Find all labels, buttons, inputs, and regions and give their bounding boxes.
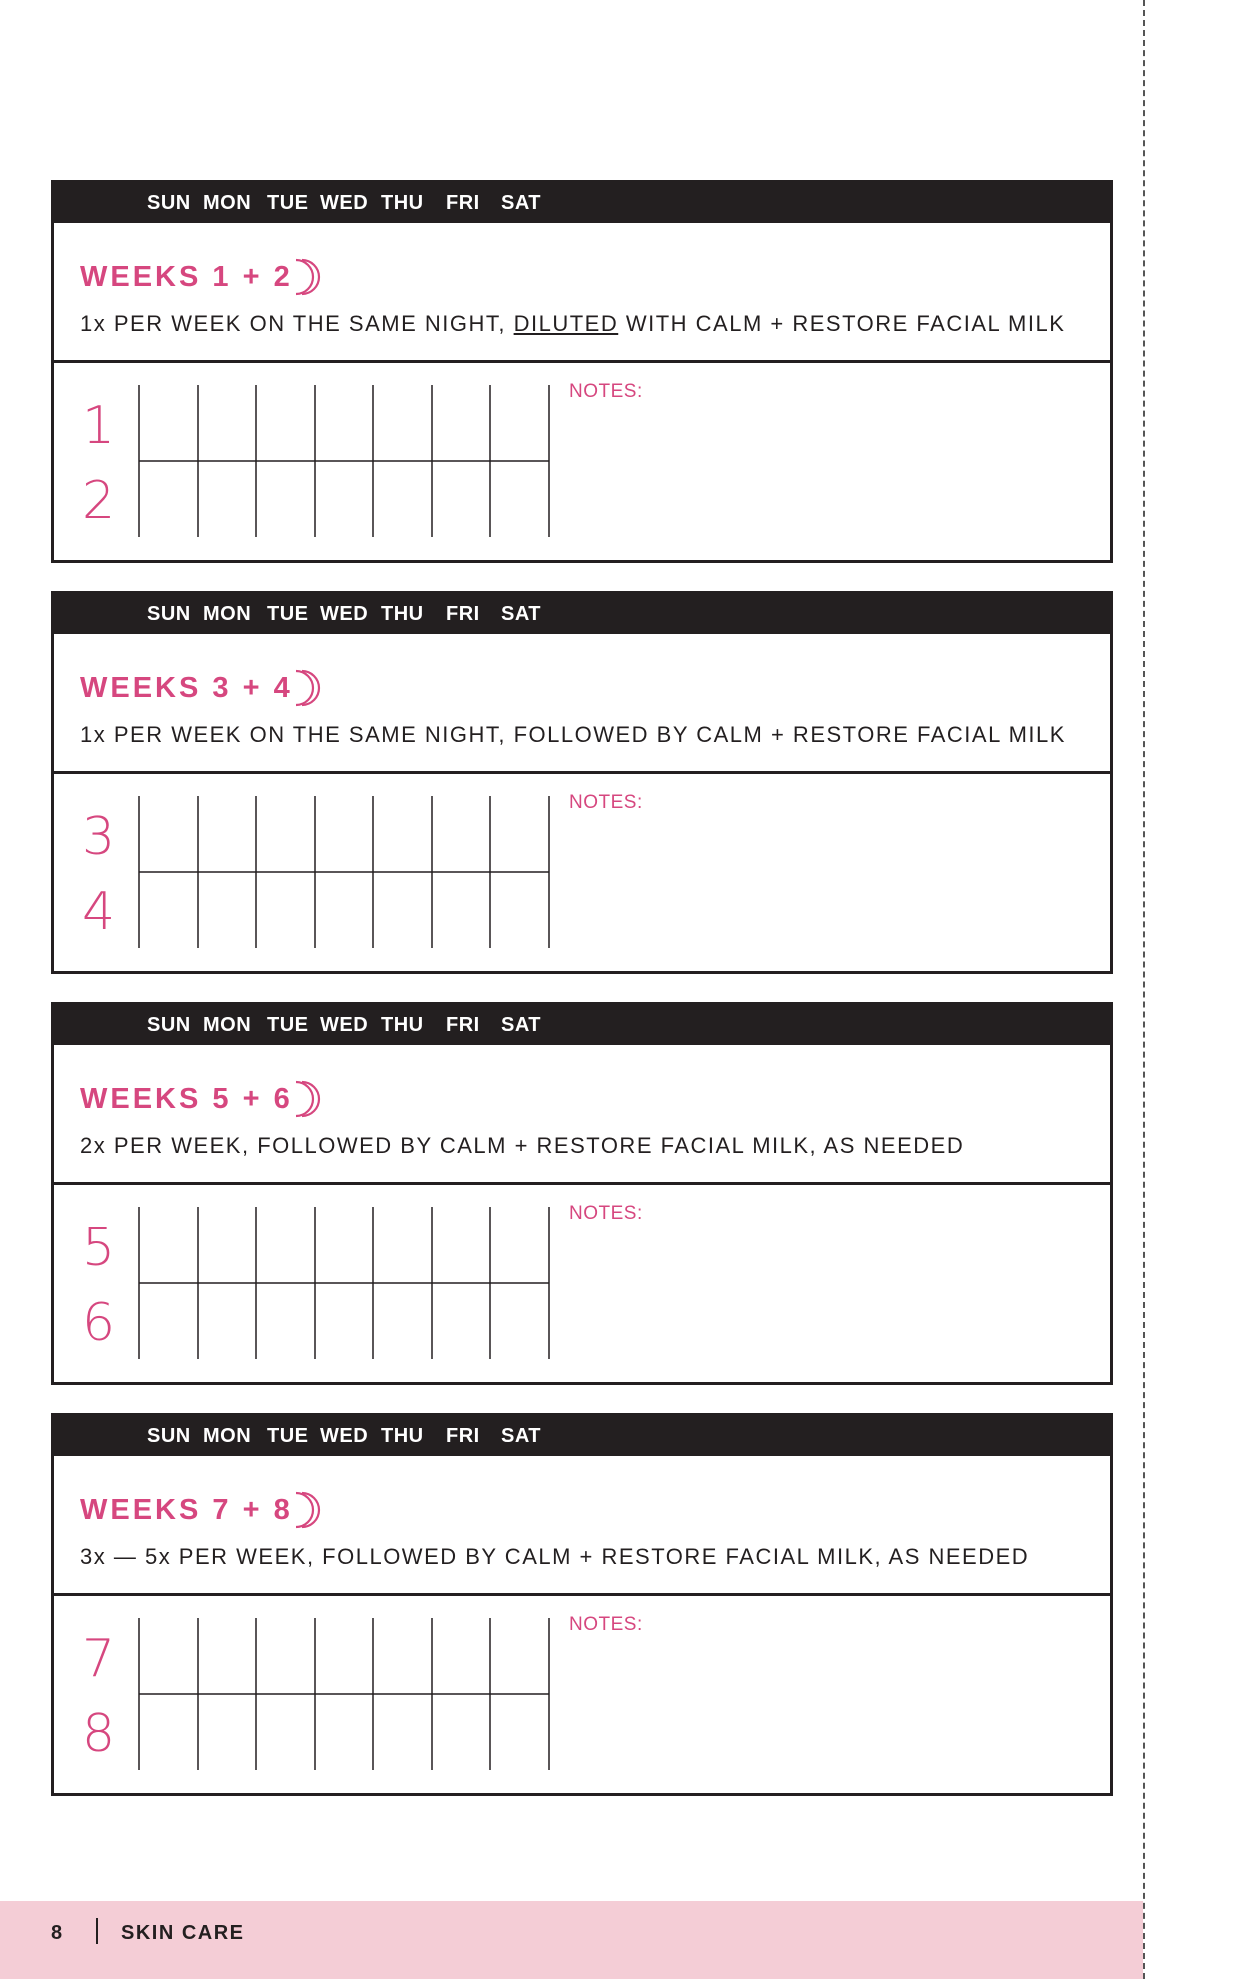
week-number-a: 5 <box>82 1218 116 1278</box>
footer-divider <box>96 1918 98 1944</box>
day-header-bar <box>54 594 1110 634</box>
instruction-text-end: WITH CALM + RESTORE FACIAL MILK <box>618 311 1066 336</box>
tracker-area <box>54 1596 1110 1793</box>
crescent-moon-icon <box>294 1490 330 1530</box>
notes-label: NOTES: <box>569 792 643 813</box>
instruction-text: 3x — 5x PER WEEK, FOLLOWED BY CALM + RESTORE FACIAL MILK, AS NEEDED <box>80 1544 1030 1569</box>
day-label-sun: SUN <box>147 192 191 214</box>
notes-label: NOTES: <box>569 1614 643 1635</box>
day-label-wed: WED <box>320 603 369 625</box>
week-number-a: 1 <box>82 396 116 456</box>
week-instruction <box>80 1133 964 1159</box>
crescent-moon-icon <box>294 668 330 708</box>
day-label-fri: FRI <box>446 192 480 214</box>
day-header-bar <box>54 1005 1110 1045</box>
day-label-fri: FRI <box>446 603 480 625</box>
day-label-sat: SAT <box>501 603 542 625</box>
instruction-text: 2x PER WEEK, FOLLOWED BY CALM + RESTORE FACIAL MILK, AS NEEDED <box>80 1133 965 1158</box>
checkbox-grid[interactable] <box>54 774 614 971</box>
checkbox-grid[interactable] <box>54 363 614 560</box>
day-label-mon: MON <box>203 1014 252 1036</box>
day-label-sat: SAT <box>501 192 542 214</box>
day-label-sun: SUN <box>147 1014 191 1036</box>
day-label-fri: FRI <box>446 1014 480 1036</box>
week-title: WEEKS 1 + 2 <box>80 261 293 293</box>
instruction-text: 1x PER WEEK ON THE SAME NIGHT, FOLLOWED BY CALM + RESTORE FACIAL MILK <box>80 722 1066 747</box>
week-title: WEEKS 3 + 4 <box>80 672 293 704</box>
day-label-sun: SUN <box>147 603 191 625</box>
week-number-b: 4 <box>82 882 116 942</box>
day-label-tue: TUE <box>267 192 309 214</box>
week-number-a: 7 <box>82 1629 116 1689</box>
week-block-4 <box>51 1413 1113 1796</box>
week-number-b: 6 <box>82 1293 116 1353</box>
week-block-1 <box>51 180 1113 563</box>
week-header <box>54 1456 1110 1596</box>
day-label-mon: MON <box>203 192 252 214</box>
week-instruction <box>80 311 1065 337</box>
checkbox-grid[interactable] <box>54 1596 614 1793</box>
day-label-thu: THU <box>381 1425 424 1447</box>
day-label-thu: THU <box>381 1014 424 1036</box>
day-label-tue: TUE <box>267 1014 309 1036</box>
instruction-text: 1x PER WEEK ON THE SAME NIGHT, <box>80 311 514 336</box>
week-header <box>54 634 1110 774</box>
week-header <box>54 1045 1110 1185</box>
page-edge-dashed-line <box>1143 0 1145 1979</box>
day-label-wed: WED <box>320 192 369 214</box>
week-number-a: 3 <box>82 807 116 867</box>
day-label-sun: SUN <box>147 1425 191 1447</box>
day-label-sat: SAT <box>501 1425 542 1447</box>
day-label-thu: THU <box>381 603 424 625</box>
day-label-wed: WED <box>320 1425 369 1447</box>
day-label-tue: TUE <box>267 1425 309 1447</box>
notes-label: NOTES: <box>569 381 643 402</box>
day-label-mon: MON <box>203 1425 252 1447</box>
day-header-bar <box>54 1416 1110 1456</box>
notes-label: NOTES: <box>569 1203 643 1224</box>
checkbox-grid[interactable] <box>54 1185 614 1382</box>
week-number-b: 2 <box>82 471 116 531</box>
day-label-sat: SAT <box>501 1014 542 1036</box>
tracker-area <box>54 1185 1110 1382</box>
week-instruction <box>80 722 1066 748</box>
instruction-underlined: DILUTED <box>513 311 619 336</box>
week-title: WEEKS 7 + 8 <box>80 1494 293 1526</box>
day-label-mon: MON <box>203 603 252 625</box>
day-label-fri: FRI <box>446 1425 480 1447</box>
footer-section-title: SKIN CARE <box>121 1922 245 1944</box>
day-header-bar <box>54 183 1110 223</box>
day-label-thu: THU <box>381 192 424 214</box>
week-block-2 <box>51 591 1113 974</box>
tracker-area <box>54 363 1110 560</box>
day-label-tue: TUE <box>267 603 309 625</box>
week-header <box>54 223 1110 363</box>
tracker-area <box>54 774 1110 971</box>
crescent-moon-icon <box>294 1079 330 1119</box>
week-block-3 <box>51 1002 1113 1385</box>
week-title: WEEKS 5 + 6 <box>80 1083 293 1115</box>
crescent-moon-icon <box>294 257 330 297</box>
page-number: 8 <box>51 1922 63 1944</box>
week-number-b: 8 <box>82 1704 116 1764</box>
day-label-wed: WED <box>320 1014 369 1036</box>
week-instruction <box>80 1544 1029 1570</box>
